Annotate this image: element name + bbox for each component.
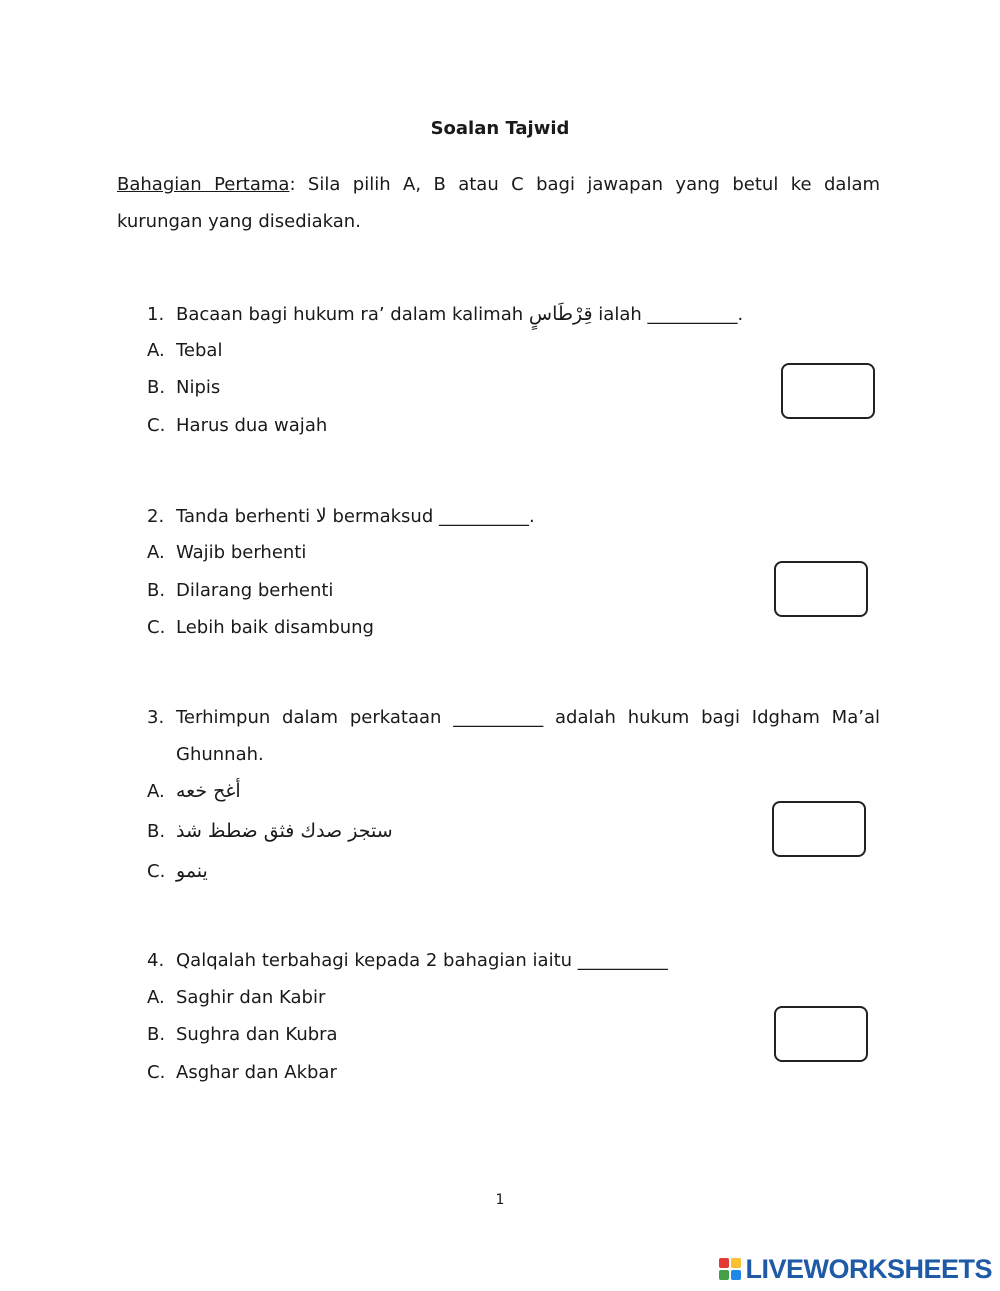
question-text: Tanda berhenti bbox=[176, 506, 311, 527]
answer-box-1[interactable] bbox=[781, 363, 875, 419]
question-text-end: ialah __________. bbox=[598, 304, 744, 325]
question-text-end: bermaksud __________. bbox=[332, 506, 535, 527]
question-number: 3. bbox=[147, 707, 165, 728]
option-c: C. Asghar dan Akbar bbox=[147, 1062, 337, 1083]
option-b: B. Nipis bbox=[147, 377, 221, 398]
instructions bbox=[117, 166, 880, 240]
option-a: A. Tebal bbox=[147, 340, 223, 361]
liveworksheets-logo bbox=[719, 1254, 992, 1284]
logo-square-green bbox=[719, 1270, 729, 1280]
question-number: 2. bbox=[147, 506, 165, 527]
question-1 bbox=[147, 303, 743, 325]
option-a: A. Wajib berhenti bbox=[147, 542, 307, 563]
option-b: B. Dilarang berhenti bbox=[147, 580, 334, 601]
instructions-heading: Bahagian Pertama bbox=[117, 174, 290, 195]
option-b: B. ستجز صدك فثق ضطظ شذ bbox=[147, 820, 393, 842]
question-text: Terhimpun dalam perkataan __________ adalah hukum bagi Idgham Ma’al Ghunnah. bbox=[176, 707, 880, 765]
question-text: Qalqalah terbahagi kepada 2 bahagian iaitu __________ bbox=[176, 950, 668, 971]
option-c: C. Lebih baik disambung bbox=[147, 617, 374, 638]
arabic-stop-sign: لا bbox=[315, 505, 327, 527]
question-2 bbox=[147, 505, 535, 527]
instructions-text: : Sila pilih A, B atau C bagi jawapan yang betul ke dalam kurungan yang disediakan. bbox=[117, 174, 881, 232]
answer-box-2[interactable] bbox=[774, 561, 868, 617]
brand-name: LIVEWORKSHEETS bbox=[745, 1253, 992, 1284]
option-a: A. Saghir dan Kabir bbox=[147, 987, 326, 1008]
arabic-word: قِرْطَاسٍ bbox=[528, 303, 593, 325]
option-c: C. ينمو bbox=[147, 860, 208, 882]
logo-square-yellow bbox=[731, 1258, 741, 1268]
question-4 bbox=[147, 950, 668, 971]
question-text: Bacaan bagi hukum ra’ dalam kalimah bbox=[176, 304, 524, 325]
option-b: B. Sughra dan Kubra bbox=[147, 1024, 338, 1045]
logo-grid-icon bbox=[719, 1258, 741, 1280]
option-c: C. Harus dua wajah bbox=[147, 415, 328, 436]
option-a: A. أغح خعه bbox=[147, 780, 241, 802]
answer-box-3[interactable] bbox=[772, 801, 866, 857]
question-3 bbox=[147, 699, 880, 773]
answer-box-4[interactable] bbox=[774, 1006, 868, 1062]
page-number: 1 bbox=[495, 1192, 505, 1208]
question-number: 1. bbox=[147, 304, 165, 325]
worksheet-title: Soalan Tajwid bbox=[430, 118, 570, 139]
logo-square-blue bbox=[731, 1270, 741, 1280]
logo-square-red bbox=[719, 1258, 729, 1268]
question-number: 4. bbox=[147, 950, 165, 971]
